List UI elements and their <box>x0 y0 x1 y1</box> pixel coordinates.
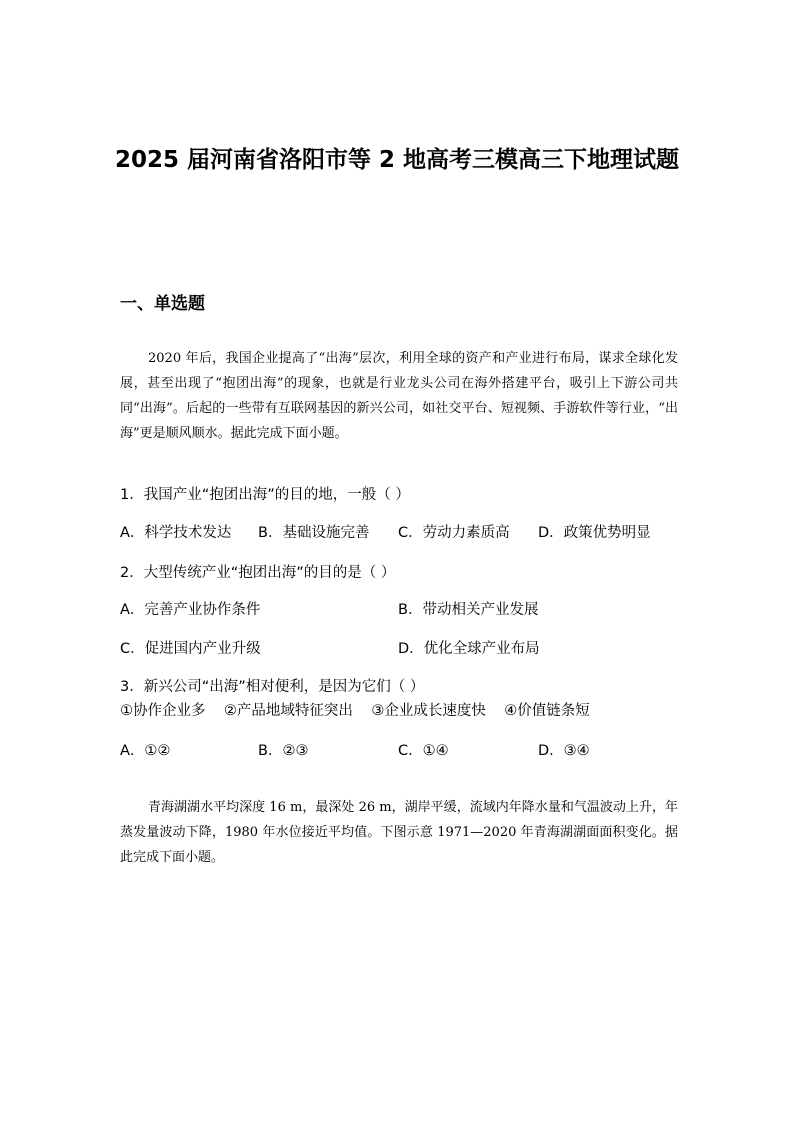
passage-2: 青海湖湖水平均深度 16 m，最深处 26 m，湖岸平缓，流域内年降水量和气温波动上升，年蒸发量波动下降，1980 年水位接近平均值。下图示意 1971—2020 年青海湖湖面面积变化。据此完成下面小题。 <box>120 800 678 865</box>
question-3-option-a[interactable]: A．①② <box>120 743 171 759</box>
question-3-statements: ①协作企业多 ②产品地域特征突出 ③企业成长速度快 ④价值链条短 <box>120 703 590 719</box>
section-heading: 一、单选题 <box>120 294 205 314</box>
question-2-option-c[interactable]: C．促进国内产业升级 <box>120 641 261 657</box>
document-title: 2025 届河南省洛阳市等 2 地高考三模高三下地理试题 <box>114 147 680 173</box>
question-3-stem: 3．新兴公司“出海”相对便利，是因为它们（ ） <box>120 679 425 695</box>
question-1-option-d[interactable]: D．政策优势明显 <box>538 525 651 541</box>
passage-1: 2020 年后，我国企业提高了“出海”层次，利用全球的资产和产业进行布局，谋求全球化发展，甚至出现了“抱团出海”的现象，也就是行业龙头公司在海外搭建平台，吸引上下游公司共同“出海”。后起的一些带有互联网基因的新兴公司，如社交平台、短视频、手游软件等行业，“出海”更是顺风顺水。据此完成下面小题。 <box>120 351 678 441</box>
question-3-option-d[interactable]: D．③④ <box>538 743 590 759</box>
question-3-option-b[interactable]: B．②③ <box>258 743 309 759</box>
question-2-option-a[interactable]: A．完善产业协作条件 <box>120 602 261 618</box>
question-2-option-d[interactable]: D．优化全球产业布局 <box>398 641 540 657</box>
question-2-option-b[interactable]: B．带动相关产业发展 <box>398 602 539 618</box>
question-2-stem: 2．大型传统产业“抱团出海”的目的是（ ） <box>120 565 396 581</box>
question-3-option-c[interactable]: C．①④ <box>398 743 449 759</box>
question-1-option-c[interactable]: C．劳动力素质高 <box>398 525 510 541</box>
question-1-stem: 1．我国产业“抱团出海”的目的地，一般（ ） <box>120 487 410 503</box>
question-1-option-b[interactable]: B．基础设施完善 <box>258 525 370 541</box>
question-1-option-a[interactable]: A．科学技术发达 <box>120 525 232 541</box>
